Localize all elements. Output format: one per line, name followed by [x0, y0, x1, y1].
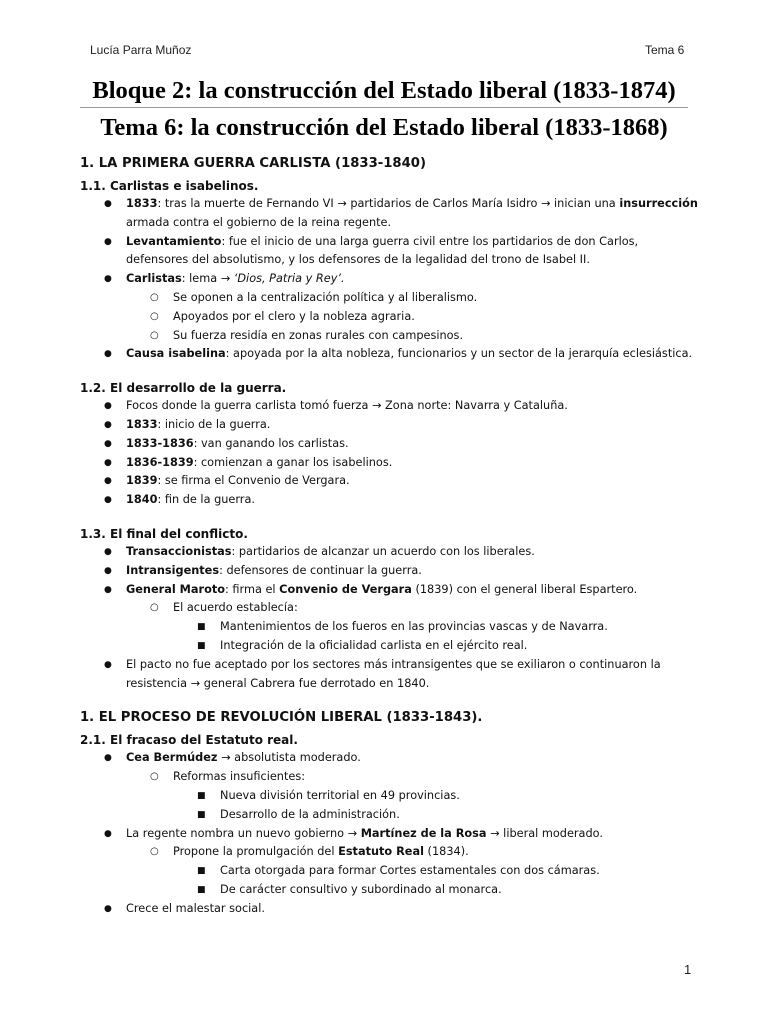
- text-run: Su fuerza residía en zonas rurales con campesinos.: [173, 328, 464, 342]
- list-item: [80, 543, 700, 562]
- list-item: [80, 656, 700, 694]
- list-item: [80, 581, 700, 600]
- text-run: : lema →: [181, 272, 234, 286]
- text-run: Mantenimientos de los fueros en las provincias vascas y de Navarra.: [220, 620, 608, 634]
- bullet-marker: ■: [197, 640, 206, 651]
- bullet-list: [80, 195, 700, 364]
- bullet-marker: ●: [104, 438, 112, 449]
- list-item: [80, 270, 700, 289]
- document-body: [80, 155, 700, 919]
- text-run: : van ganando los carlistas.: [193, 436, 349, 450]
- text-run: insurrección: [619, 197, 698, 210]
- text-run: → absolutista moderado.: [217, 751, 361, 765]
- text-run: armada contra el gobierno de la reina regente.: [126, 215, 392, 229]
- text-run: Crece el malestar social.: [126, 901, 265, 915]
- list-item: [80, 472, 700, 491]
- bullet-marker: ●: [104, 495, 112, 506]
- list-item: [80, 308, 700, 327]
- list-item: [80, 289, 700, 308]
- subsection-heading: 1.2. El desarrollo de la guerra.: [80, 381, 287, 396]
- text-run: : apoyada por la alta nobleza, funcionarios y un sector de la jerarquía eclesiástica.: [225, 347, 693, 361]
- bullet-marker: ●: [104, 349, 112, 360]
- text-run: Desarrollo de la administración.: [220, 807, 400, 821]
- text-run: → liberal moderado.: [486, 826, 603, 840]
- list-item: [80, 233, 700, 271]
- bullet-marker: ○: [150, 602, 159, 614]
- bullet-marker: ●: [104, 457, 112, 468]
- text-run: El acuerdo establecía:: [173, 601, 298, 615]
- list-item: [80, 637, 700, 656]
- bullet-list: [80, 397, 700, 510]
- list-item: [80, 881, 700, 900]
- bullet-list: [80, 543, 700, 693]
- text-run: Focos donde la guerra carlista tomó fuerza → Zona norte: Navarra y Cataluña.: [126, 399, 568, 413]
- list-item: [80, 787, 700, 806]
- bullet-marker: ●: [104, 476, 112, 487]
- bullet-marker: ●: [104, 828, 112, 839]
- subsection-heading: 1.3. El final del conflicto.: [80, 526, 248, 541]
- text-run: Convenio de Vergara: [279, 582, 412, 596]
- bullet-marker: ●: [104, 419, 112, 430]
- text-run: 1840: [126, 493, 158, 507]
- page-number: 1: [684, 962, 692, 977]
- text-run: : se firma el Convenio de Vergara.: [157, 474, 350, 488]
- text-run: (1839) con el general liberal Espartero.: [411, 582, 638, 596]
- text-run: Causa isabelina: [126, 347, 226, 361]
- text-run: Reformas insuficientes:: [173, 770, 306, 784]
- list-item: [80, 327, 700, 346]
- text-run: ‘Dios, Patria y Rey’.: [233, 272, 345, 286]
- text-run: Apoyados por el clero y la nobleza agraria.: [173, 309, 415, 323]
- bullet-marker: ●: [104, 659, 112, 670]
- list-item: [80, 416, 700, 435]
- list-item: [80, 749, 700, 768]
- bullet-marker: ●: [104, 903, 112, 914]
- text-run: 1833-1836: [126, 436, 194, 450]
- text-run: 1833: [126, 197, 158, 210]
- text-run: 1839: [126, 474, 158, 488]
- text-run: : fin de la guerra.: [157, 493, 255, 507]
- text-run: : fue el inicio de una larga guerra civil entre los partidarios de don Carlos, defensores del absolutismo, y los defensores de la legalidad del trono de Isabel II.: [126, 234, 639, 267]
- list-item: [80, 862, 700, 881]
- text-run: Intransigentes: [126, 563, 220, 577]
- list-item: [80, 345, 700, 364]
- bullet-marker: ■: [197, 884, 206, 895]
- text-run: : defensores de continuar la guerra.: [219, 563, 422, 577]
- title-divider: [80, 107, 688, 108]
- theme-title: Tema 6: la construcción del Estado liberal (1833-1868): [100, 114, 668, 141]
- text-run: El pacto no fue aceptado por los sectores más intransigentes que se exiliaron o continuaron la resistencia → general Cabrera fue derrotado en 1840.: [126, 657, 661, 690]
- block-title: Bloque 2: la construcción del Estado liberal (1833-1874): [92, 77, 676, 104]
- text-run: Se oponen a la centralización política y al liberalismo.: [173, 290, 478, 304]
- list-item: [80, 843, 700, 862]
- bullet-marker: ■: [197, 622, 206, 633]
- bullet-marker: ■: [197, 790, 206, 801]
- text-run: La regente nombra un nuevo gobierno →: [126, 826, 361, 840]
- section-heading: 1. LA PRIMERA GUERRA CARLISTA (1833-1840): [80, 156, 426, 171]
- text-run: 1833: [126, 417, 158, 431]
- bullet-marker: ○: [150, 291, 159, 303]
- list-item: [80, 806, 700, 825]
- bullet-marker: ●: [104, 236, 112, 247]
- subsection-heading: 1.1. Carlistas e isabelinos.: [80, 179, 259, 193]
- bullet-marker: ●: [104, 199, 112, 209]
- list-item: [80, 454, 700, 473]
- list-item: [80, 599, 700, 618]
- text-run: Propone la promulgación del: [173, 845, 339, 859]
- text-run: Estatuto Real: [338, 845, 424, 859]
- text-run: Carlistas: [126, 272, 182, 286]
- bullet-marker: ●: [104, 401, 112, 412]
- text-run: Nueva división territorial en 49 provincias.: [220, 788, 460, 802]
- text-run: : comienzan a ganar los isabelinos.: [193, 455, 393, 469]
- text-run: Levantamiento: [126, 234, 222, 248]
- list-item: [80, 562, 700, 581]
- header-topic: Tema 6: [645, 43, 685, 57]
- list-item: [80, 491, 700, 510]
- text-run: (1834).: [423, 845, 469, 859]
- text-run: Integración de la oficialidad carlista en el ejército real.: [220, 638, 528, 652]
- list-item: [80, 768, 700, 787]
- list-item: [80, 195, 700, 233]
- text-run: Cea Bermúdez: [126, 751, 218, 765]
- bullet-marker: ●: [104, 584, 112, 595]
- text-run: De carácter consultivo y subordinado al monarca.: [220, 882, 502, 896]
- text-run: Martínez de la Rosa: [360, 826, 487, 840]
- list-item: [80, 397, 700, 416]
- bullet-marker: ●: [104, 274, 112, 285]
- bullet-marker: ■: [197, 809, 206, 820]
- subsection-heading: 2.1. El fracaso del Estatuto real.: [80, 733, 298, 748]
- bullet-list: [80, 749, 700, 918]
- section-heading: 1. EL PROCESO DE REVOLUCIÓN LIBERAL (1833-1843).: [80, 710, 483, 726]
- text-run: 1836-1839: [126, 455, 194, 469]
- list-item: [80, 618, 700, 637]
- bullet-marker: ○: [150, 771, 159, 783]
- text-run: Carta otorgada para formar Cortes estamentales con dos cámaras.: [220, 864, 600, 878]
- text-run: General Maroto: [126, 582, 225, 596]
- text-run: : firma el: [225, 582, 280, 596]
- bullet-marker: ●: [104, 753, 112, 764]
- list-item: [80, 900, 700, 919]
- bullet-marker: ●: [104, 546, 112, 557]
- bullet-marker: ●: [104, 565, 112, 576]
- list-item: [80, 435, 700, 454]
- bullet-marker: ■: [197, 866, 206, 877]
- bullet-marker: ○: [150, 310, 159, 322]
- bullet-marker: ○: [150, 846, 159, 858]
- bullet-marker: ○: [150, 329, 159, 341]
- text-run: : tras la muerte de Fernando VI → partidarios de Carlos María Isidro → inician una: [157, 197, 620, 210]
- text-run: : partidarios de alcanzar un acuerdo con los liberales.: [231, 544, 535, 558]
- header-author: Lucía Parra Muñoz: [90, 43, 192, 57]
- text-run: Transaccionistas: [126, 544, 232, 558]
- list-item: [80, 825, 700, 844]
- text-run: : inicio de la guerra.: [157, 417, 271, 431]
